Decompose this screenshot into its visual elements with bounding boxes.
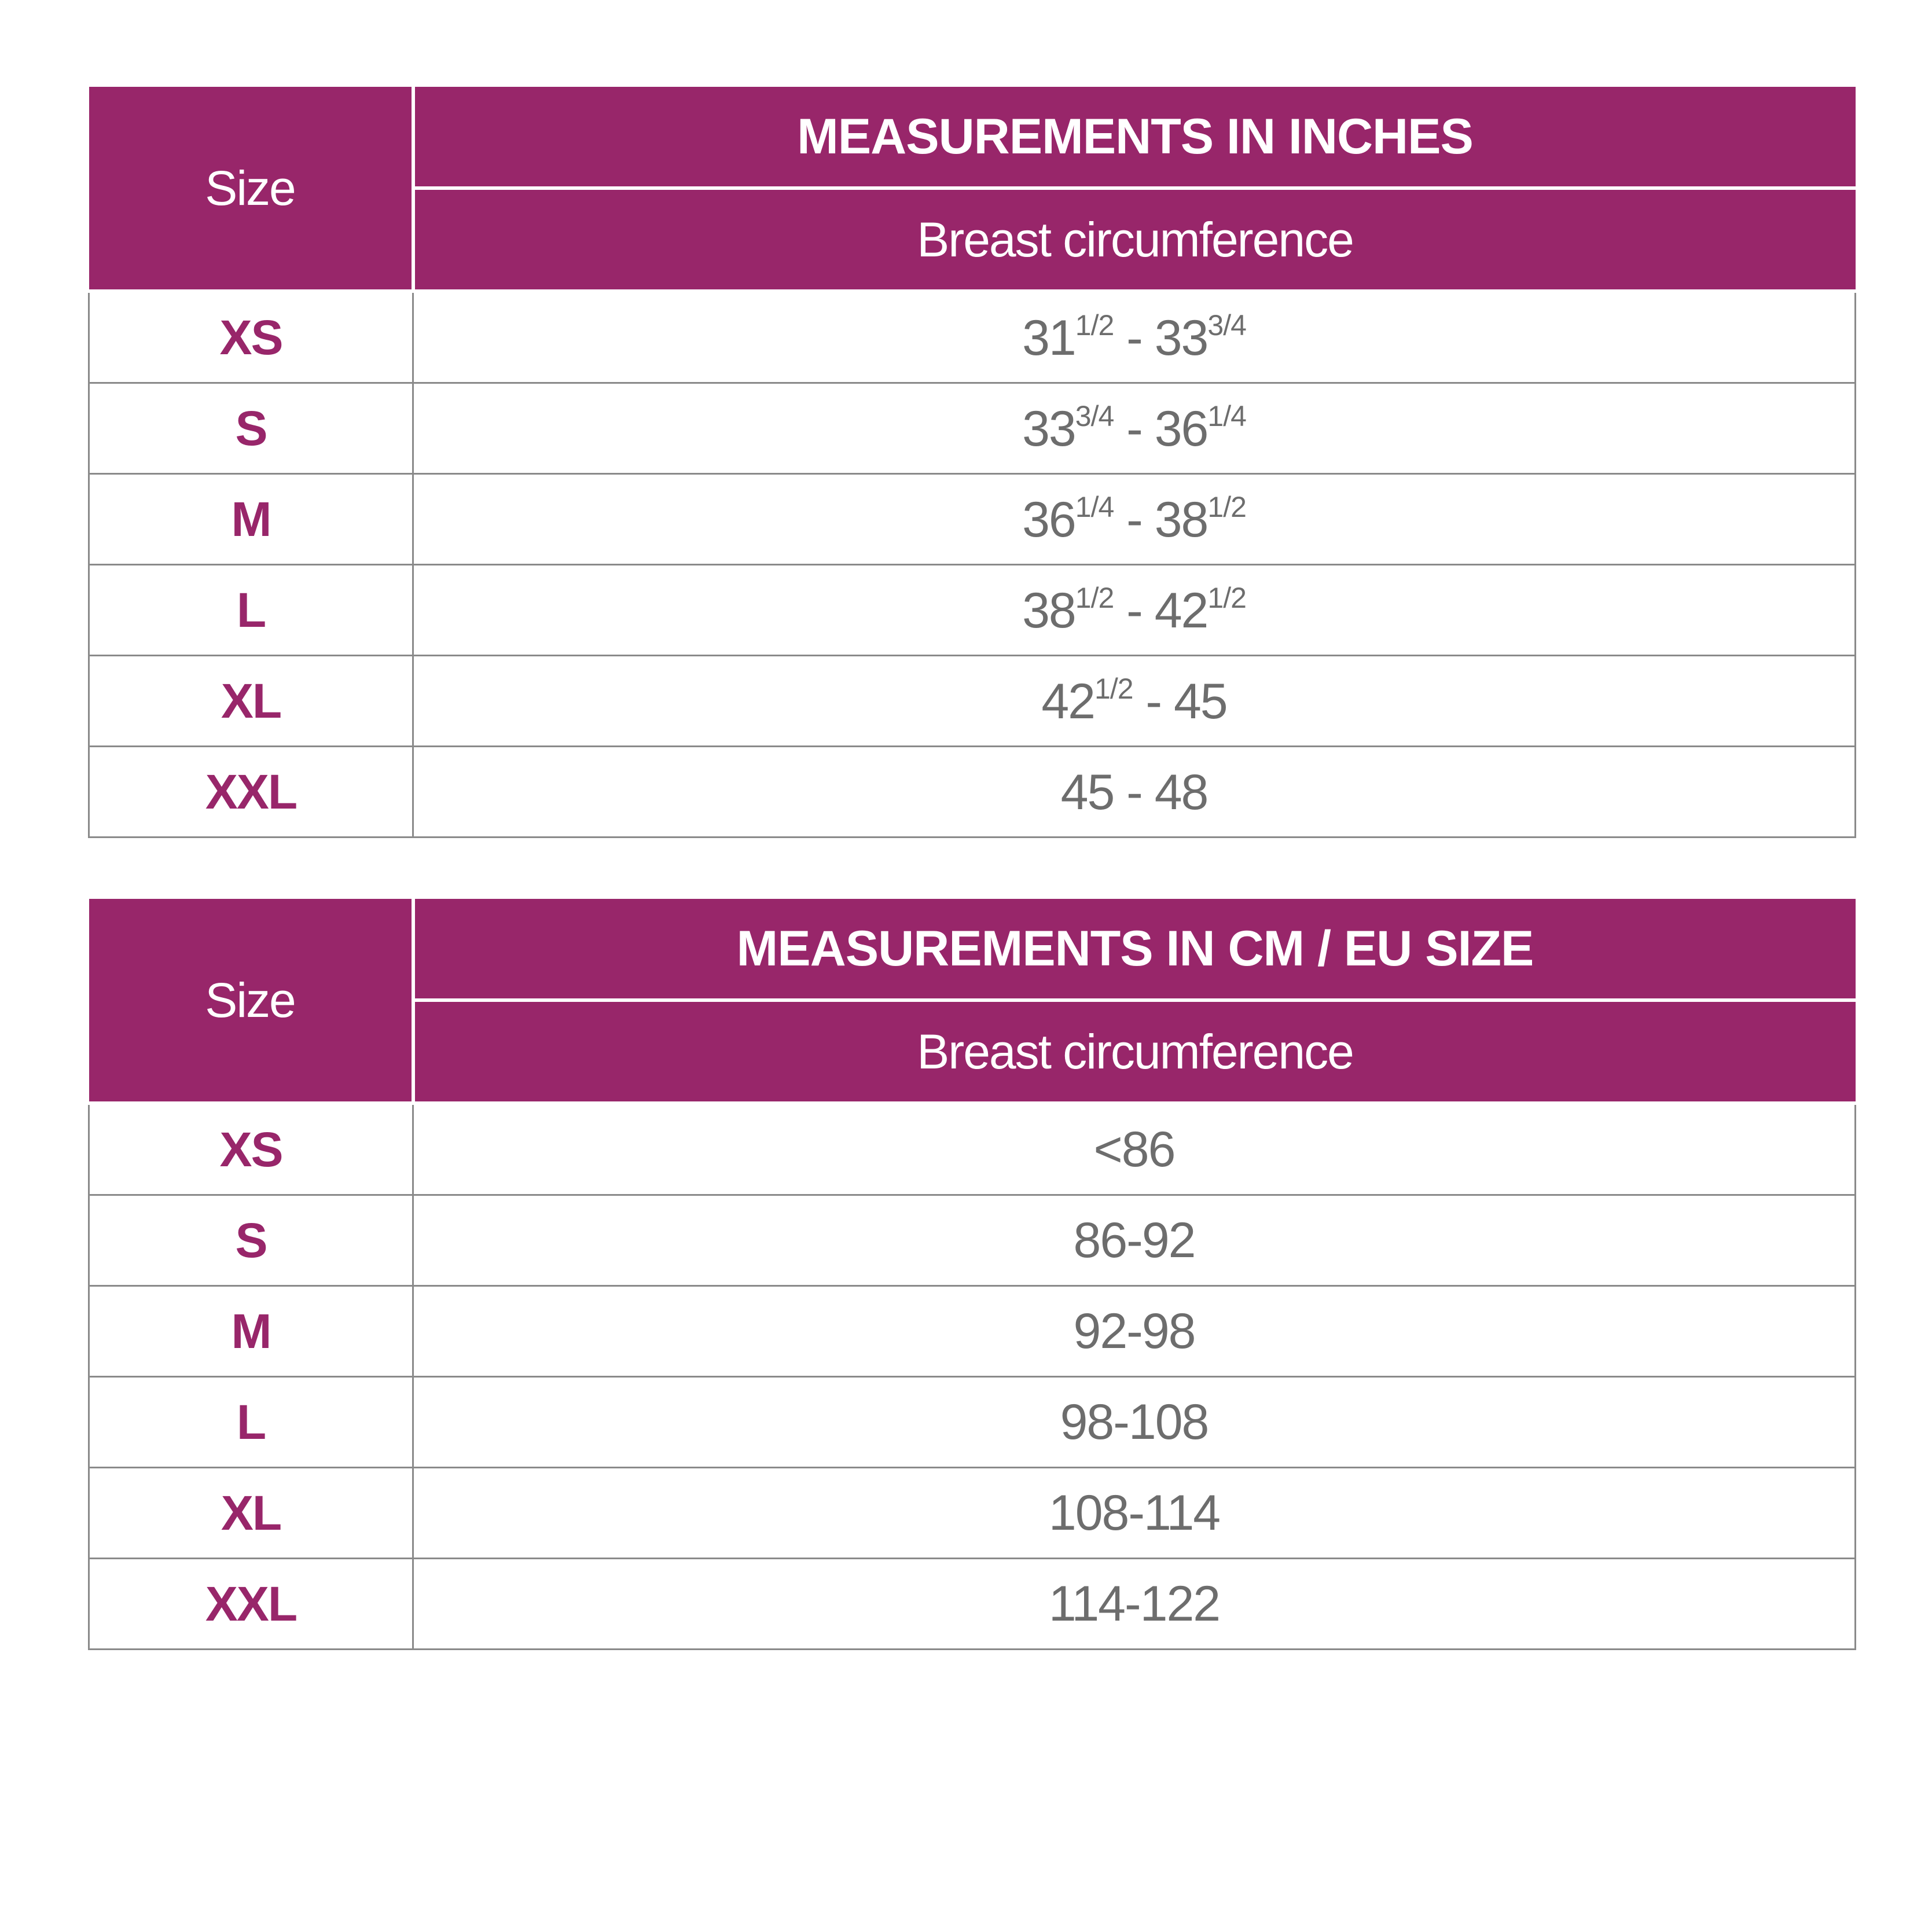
- size-label: XXL: [89, 747, 413, 838]
- measurement-value: $33^{3/4} - 36^{1/4}$: [413, 383, 1856, 474]
- measurement-value: 45 - 48: [413, 747, 1856, 838]
- measurement-value: $31^{1/2} - 33^{3/4}$: [413, 291, 1856, 383]
- size-label: XXL: [89, 1559, 413, 1650]
- table-row: [89, 383, 1856, 474]
- size-table-cm: [88, 899, 1856, 1650]
- table-row: [89, 656, 1856, 747]
- measurement-value: 114-122: [413, 1559, 1856, 1650]
- measurement-value: $36^{1/4} - 38^{1/2}$: [413, 474, 1856, 565]
- table-row: [89, 565, 1856, 656]
- column-subtitle: Breast circumference: [413, 1000, 1856, 1103]
- size-column-header: Size: [89, 87, 413, 291]
- table-row: [89, 1286, 1856, 1377]
- size-label: XS: [89, 291, 413, 383]
- size-label: L: [89, 1377, 413, 1468]
- column-subtitle: Breast circumference: [413, 188, 1856, 291]
- size-label: XL: [89, 656, 413, 747]
- size-column-header: Size: [89, 899, 413, 1103]
- size-label: S: [89, 1195, 413, 1286]
- table-row: [89, 474, 1856, 565]
- measurement-value: $38^{1/2} - 42^{1/2}$: [413, 565, 1856, 656]
- table-row: [89, 1103, 1856, 1195]
- table-row: [89, 1195, 1856, 1286]
- table-row: [89, 291, 1856, 383]
- measurement-value: 98-108: [413, 1377, 1856, 1468]
- table-row: [89, 1377, 1856, 1468]
- size-label: XS: [89, 1103, 413, 1195]
- size-label: M: [89, 474, 413, 565]
- size-label: M: [89, 1286, 413, 1377]
- table-row: [89, 1559, 1856, 1650]
- measurement-value: 108-114: [413, 1468, 1856, 1559]
- size-table-inches: [88, 87, 1856, 838]
- table-title: MEASUREMENTS IN CM / EU SIZE: [413, 899, 1856, 1000]
- size-label: L: [89, 565, 413, 656]
- size-label: S: [89, 383, 413, 474]
- table-row: [89, 1468, 1856, 1559]
- table-title: MEASUREMENTS IN INCHES: [413, 87, 1856, 188]
- measurement-value: <86: [413, 1103, 1856, 1195]
- table-row: [89, 747, 1856, 838]
- size-label: XL: [89, 1468, 413, 1559]
- measurement-value: $42^{1/2} - 45$: [413, 656, 1856, 747]
- measurement-value: 86-92: [413, 1195, 1856, 1286]
- measurement-value: 92-98: [413, 1286, 1856, 1377]
